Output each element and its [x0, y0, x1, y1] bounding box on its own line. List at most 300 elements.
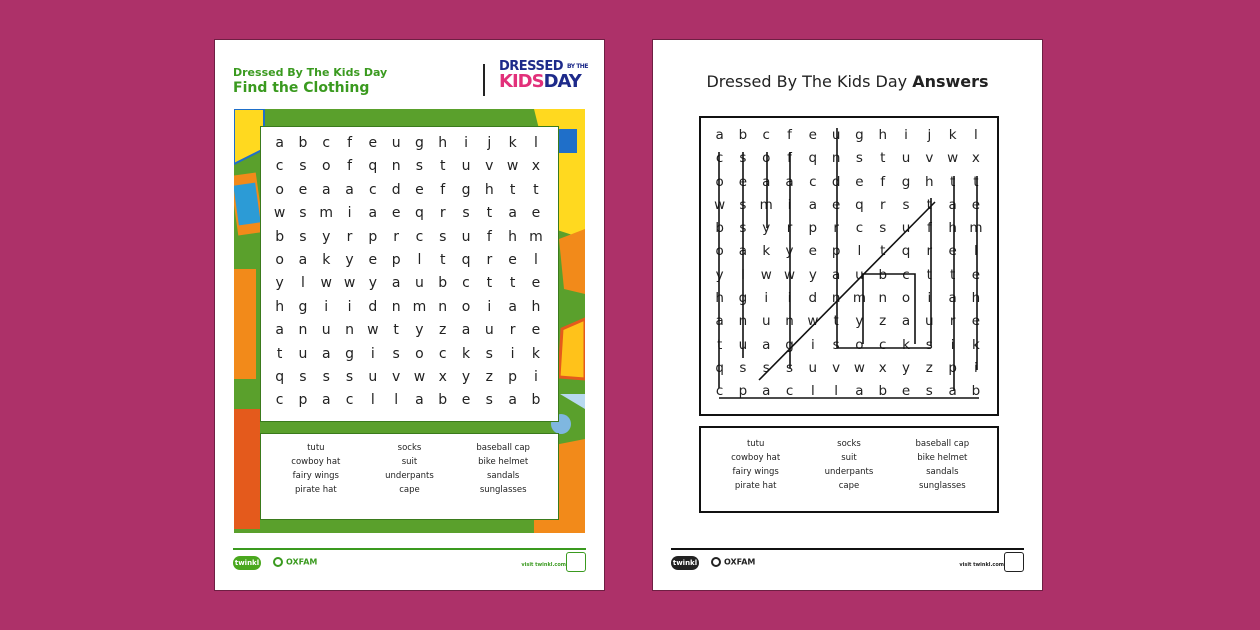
grid-row — [268, 366, 558, 389]
grid-letter: i — [510, 345, 515, 362]
grid-letter: w — [760, 266, 772, 283]
grid-letter: g — [785, 336, 794, 353]
grid-letter: x — [438, 368, 447, 385]
grid-letter: t — [393, 322, 399, 339]
grid-letter: r — [833, 220, 839, 237]
grid-letter: l — [741, 266, 745, 283]
grid-letter: a — [948, 383, 957, 400]
grid-letter: e — [855, 173, 864, 190]
grid-letter: e — [415, 181, 424, 198]
grid-letter: x — [531, 158, 541, 175]
grid-letter: a — [321, 181, 331, 198]
dressed-by-the-kids-day-logo: DRESSED $^{BY THE}$ KIDSDAY — [499, 59, 588, 92]
grid-row — [268, 249, 558, 272]
grid-letter: e — [808, 243, 817, 260]
worksheet-left — [215, 40, 604, 590]
grid-letter: n — [391, 298, 401, 315]
grid-letter: u — [855, 266, 864, 283]
grid-letter: a — [785, 173, 794, 190]
answer-word-list-box — [699, 426, 999, 513]
grid-letter: y — [368, 275, 377, 292]
word-item: sandals — [926, 467, 959, 477]
grid-letter: u — [298, 345, 308, 362]
grid-letter: o — [715, 173, 724, 190]
grid-letter: v — [832, 359, 841, 376]
grid-letter: c — [275, 158, 284, 175]
grid-row — [268, 272, 558, 295]
grid-letter: k — [948, 127, 957, 143]
grid-letter: m — [852, 290, 866, 307]
visit-link[interactable]: visit twinkl.com — [521, 562, 566, 568]
grid-letter: s — [786, 359, 794, 376]
grid-letter: a — [461, 322, 471, 339]
grid-letter: i — [787, 290, 792, 307]
grid-letter: o — [461, 298, 471, 315]
grid-letter: a — [762, 383, 771, 400]
grid-letter: s — [739, 196, 747, 213]
grid-letter: c — [855, 220, 864, 237]
logo-divider — [483, 64, 485, 96]
grid-letter: w — [367, 322, 379, 339]
grid-letter: s — [879, 220, 887, 237]
grid-letter: u — [901, 150, 911, 167]
grid-letter: l — [974, 127, 978, 143]
word-item: cowboy hat — [731, 453, 781, 463]
grid-letter: s — [439, 228, 447, 245]
grid-letter: h — [508, 228, 518, 245]
grid-letter: v — [925, 150, 934, 167]
grid-letter: f — [926, 220, 932, 237]
word-item: tutu — [746, 439, 765, 449]
grid-letter: q — [275, 368, 285, 385]
grid-letter: k — [461, 345, 471, 362]
grid-letter: y — [762, 220, 771, 237]
word-item: tutu — [307, 443, 325, 453]
quality-badge-icon — [1004, 552, 1024, 572]
grid-letter: v — [391, 368, 401, 385]
grid-letter: z — [925, 359, 933, 376]
grid-letter: u — [414, 275, 424, 292]
grid-row — [268, 389, 558, 412]
grid-letter: t — [276, 345, 283, 362]
word-item: cowboy hat — [291, 457, 341, 467]
grid-letter: s — [485, 345, 493, 362]
grid-letter: n — [831, 290, 841, 307]
grid-letter: u — [484, 322, 494, 339]
grid-letter: u — [461, 158, 471, 175]
grid-letter: b — [878, 266, 888, 283]
grid-row — [268, 155, 558, 178]
grid-letter: u — [808, 359, 818, 376]
grid-letter: y — [855, 313, 864, 330]
grid-letter: o — [275, 181, 284, 198]
grid-letter: e — [901, 383, 911, 400]
grid-letter: r — [346, 228, 353, 245]
grid-letter: o — [275, 251, 284, 268]
grid-letter: i — [764, 290, 769, 307]
grid-letter: d — [831, 173, 841, 190]
grid-letter: t — [439, 158, 446, 175]
grid-letter: t — [973, 173, 979, 190]
grid-row — [268, 202, 558, 225]
grid-letter: l — [370, 392, 375, 409]
grid-letter: s — [925, 383, 933, 400]
grid-letter: g — [901, 173, 911, 190]
grid-letter: y — [461, 368, 471, 385]
grid-letter: r — [486, 251, 493, 268]
grid-letter: u — [831, 127, 841, 143]
grid-letter: b — [298, 135, 308, 151]
grid-letter: l — [834, 383, 839, 400]
grid-letter: t — [949, 266, 956, 283]
grid-letter: d — [391, 181, 401, 198]
grid-letter: u — [738, 336, 748, 353]
grid-letter: e — [531, 322, 541, 339]
word-item: bike helmet — [478, 457, 529, 467]
grid-letter: e — [738, 173, 748, 190]
grid-letter: a — [391, 275, 401, 292]
grid-letter: y — [345, 251, 354, 268]
grid-letter: w — [947, 150, 959, 167]
grid-letter: a — [508, 205, 517, 222]
grid-letter: e — [831, 196, 841, 213]
grid-letter: s — [299, 228, 307, 245]
grid-letter: b — [438, 392, 448, 409]
grid-letter: o — [321, 158, 331, 175]
grid-letter: r — [393, 228, 400, 245]
grid-letter: s — [739, 220, 747, 237]
grid-letter: w — [807, 313, 819, 330]
grid-letter: s — [739, 150, 747, 167]
grid-letter: r — [509, 322, 516, 339]
grid-letter: s — [739, 359, 747, 376]
grid-letter: u — [761, 313, 771, 330]
word-item: suit — [841, 453, 857, 463]
grid-letter: t — [926, 196, 932, 213]
grid-letter: i — [533, 368, 538, 385]
grid-letter: k — [902, 336, 910, 353]
grid-letter: c — [762, 127, 770, 143]
grid-letter: o — [901, 290, 911, 307]
grid-letter: l — [974, 243, 978, 260]
grid-letter: c — [368, 181, 377, 198]
grid-letter: w — [784, 266, 796, 283]
grid-letter: h — [438, 135, 448, 151]
grid-letter: q — [855, 196, 864, 213]
grid-letter: q — [715, 359, 724, 376]
grid-letter: r — [786, 220, 793, 237]
grid-letter: g — [461, 181, 471, 198]
grid-letter: t — [509, 181, 516, 198]
grid-letter: m — [759, 196, 773, 213]
grid-letter: s — [299, 205, 307, 222]
grid-letter: e — [298, 181, 308, 198]
word-list — [261, 434, 558, 495]
grid-letter: e — [971, 313, 981, 330]
grid-letter: q — [414, 205, 424, 222]
grid-letter: b — [531, 392, 541, 409]
grid-letter: m — [319, 205, 334, 222]
grid-letter: c — [879, 336, 887, 353]
grid-letter: l — [533, 251, 538, 268]
grid-letter: f — [347, 158, 352, 175]
grid-letter: u — [925, 313, 934, 330]
grid-letter: a — [275, 322, 284, 339]
grid-letter: k — [531, 345, 540, 362]
grid-letter: q — [461, 251, 471, 268]
footer-divider — [233, 548, 586, 550]
grid-letter: p — [391, 251, 401, 268]
grid-letter: i — [370, 345, 375, 362]
grid-letter: f — [486, 228, 492, 245]
grid-letter: j — [927, 127, 932, 143]
grid-letter: a — [901, 313, 911, 330]
grid-letter: e — [391, 205, 401, 222]
grid-letter: u — [368, 368, 378, 385]
grid-letter: y — [808, 266, 817, 283]
grid-letter: p — [831, 243, 841, 260]
grid-letter: k — [762, 243, 771, 260]
answer-lines — [701, 118, 997, 414]
grid-letter: e — [948, 243, 957, 260]
grid-letter: b — [438, 275, 448, 292]
grid-letter: k — [972, 336, 980, 353]
grid-letter: k — [508, 135, 517, 151]
grid-letter: f — [787, 127, 792, 143]
grid-letter: w — [413, 368, 426, 385]
grid-letter: g — [738, 290, 748, 307]
word-item: pirate hat — [295, 485, 337, 495]
grid-letter: u — [321, 322, 331, 339]
grid-letter: h — [531, 298, 541, 315]
grid-letter: c — [785, 383, 794, 400]
grid-row — [268, 343, 558, 366]
grid-letter: i — [347, 298, 352, 315]
word-item: underpants — [385, 471, 434, 481]
grid-letter: r — [926, 243, 933, 260]
grid-letter: z — [439, 322, 447, 339]
grid-letter: c — [809, 173, 817, 190]
grid-letter: a — [715, 127, 724, 143]
grid-letter: t — [880, 150, 886, 167]
grid-letter: a — [415, 392, 424, 409]
grid-letter: s — [855, 150, 863, 167]
worksheet-answers — [653, 40, 1042, 590]
word-item: fairy wings — [732, 467, 779, 477]
grid-letter: e — [461, 392, 471, 409]
grid-letter: t — [717, 336, 723, 353]
grid-letter: w — [273, 205, 286, 222]
grid-letter: i — [904, 127, 908, 143]
grid-letter: p — [738, 383, 748, 400]
grid-letter: i — [487, 298, 492, 315]
grid-letter: u — [391, 135, 401, 151]
answers-title: Dressed By The Kids Day Answers — [706, 72, 989, 91]
grid-letter: p — [368, 228, 378, 245]
grid-letter: w — [714, 196, 726, 213]
grid-letter: i — [974, 359, 978, 376]
grid-letter: n — [831, 150, 841, 167]
grid-letter: h — [878, 127, 887, 143]
word-item: sunglasses — [918, 481, 966, 491]
grid-letter: l — [533, 135, 538, 151]
grid-letter: k — [322, 251, 331, 268]
clothing-illustration-background — [234, 109, 585, 533]
grid-letter: h — [971, 290, 981, 307]
grid-letter: d — [808, 290, 818, 307]
grid-letter: e — [508, 251, 517, 268]
grid-letter: s — [462, 205, 470, 222]
grid-letter: y — [275, 275, 284, 292]
grid-letter: y — [902, 359, 911, 376]
grid-letter: i — [347, 205, 352, 222]
grid-letter: w — [320, 275, 332, 292]
grid-letter: o — [715, 243, 724, 260]
grid-letter: q — [368, 158, 378, 175]
grid-letter: v — [485, 158, 494, 175]
grid-row — [268, 179, 558, 202]
oxfam-logo: OXFAM — [711, 557, 755, 567]
grid-letter: p — [298, 392, 308, 409]
twinkl-logo: twinkl — [233, 556, 261, 570]
grid-letter: g — [345, 345, 354, 362]
grid-letter: n — [345, 322, 354, 339]
grid-letter: s — [299, 158, 307, 175]
grid-letter: a — [831, 266, 841, 283]
grid-letter: t — [949, 173, 956, 190]
grid-letter: t — [833, 313, 839, 330]
grid-letter: o — [415, 345, 424, 362]
grid-letter: t — [509, 275, 516, 292]
grid-letter: s — [762, 359, 770, 376]
grid-letter: s — [925, 336, 933, 353]
grid-letter: t — [439, 251, 446, 268]
grid-letter: a — [345, 181, 354, 198]
grid-letter: b — [715, 220, 724, 237]
grid-letter: a — [738, 243, 748, 260]
grid-letter: z — [879, 313, 887, 330]
grid-letter: r — [949, 313, 956, 330]
grid-letter: g — [298, 298, 308, 315]
word-item: underpants — [824, 467, 874, 477]
grid-letter: c — [275, 392, 284, 409]
grid-letter: l — [301, 275, 305, 292]
oxfam-logo: OXFAM — [273, 557, 317, 567]
grid-letter: z — [485, 368, 493, 385]
grid-letter: e — [531, 275, 541, 292]
word-item: cape — [838, 481, 860, 491]
grid-letter: a — [808, 196, 817, 213]
grid-letter: a — [855, 383, 864, 400]
grid-letter: g — [414, 135, 424, 151]
grid-letter: n — [738, 313, 748, 330]
grid-letter: m — [969, 220, 983, 237]
visit-link[interactable]: visit twinkl.com — [959, 562, 1004, 568]
grid-row — [268, 132, 558, 155]
grid-letter: w — [853, 359, 865, 376]
grid-letter: c — [715, 150, 724, 167]
grid-letter: s — [392, 345, 400, 362]
grid-letter: n — [785, 313, 794, 330]
grid-letter: s — [832, 336, 840, 353]
grid-letter: e — [531, 205, 541, 222]
grid-letter: q — [901, 243, 911, 260]
grid-letter: p — [948, 359, 957, 376]
grid-letter: i — [324, 298, 329, 315]
grid-letter: m — [412, 298, 427, 315]
grid-letter: x — [878, 359, 887, 376]
word-item: bike helmet — [917, 453, 968, 463]
grid-row — [268, 226, 558, 249]
grid-letter: u — [461, 228, 471, 245]
grid-letter: l — [394, 392, 399, 409]
grid-letter: q — [808, 150, 818, 167]
grid-letter: a — [368, 205, 378, 222]
grid-letter: u — [901, 220, 911, 237]
grid-letter: t — [486, 205, 493, 222]
grid-letter: l — [417, 251, 422, 268]
grid-letter: i — [464, 135, 468, 151]
grid-letter: s — [485, 392, 493, 409]
grid-letter: n — [438, 298, 448, 315]
grid-letter: n — [391, 158, 401, 175]
grid-row — [268, 319, 558, 342]
grid-letter: i — [810, 336, 815, 353]
grid-letter: r — [439, 205, 446, 222]
word-item: fairy wings — [292, 471, 339, 481]
grid-letter: e — [808, 127, 817, 143]
grid-letter: w — [506, 158, 519, 175]
word-item: socks — [837, 439, 861, 449]
grid-letter: f — [787, 150, 792, 167]
grid-letter: h — [948, 220, 957, 237]
grid-letter: h — [715, 290, 724, 307]
grid-letter: p — [808, 220, 818, 237]
word-item: suit — [401, 457, 418, 467]
worksheet-subtitle: Dressed By The Kids Day — [233, 66, 388, 79]
grid-letter: s — [299, 368, 307, 385]
grid-letter: t — [926, 266, 932, 283]
grid-letter: c — [415, 228, 424, 245]
word-item: baseball cap — [915, 439, 970, 449]
grid-letter: d — [368, 298, 378, 315]
grid-letter: a — [762, 173, 771, 190]
grid-letter: t — [533, 181, 539, 198]
grid-letter: a — [948, 196, 957, 213]
word-list-box — [260, 433, 559, 520]
grid-letter: h — [925, 173, 934, 190]
grid-letter: w — [343, 275, 356, 292]
grid-letter: l — [810, 383, 815, 400]
grid-letter: e — [971, 196, 981, 213]
grid-letter: o — [762, 150, 771, 167]
grid-letter: c — [462, 275, 470, 292]
grid-letter: a — [508, 298, 517, 315]
grid-letter: f — [440, 181, 446, 198]
worksheet-title: Find the Clothing — [233, 80, 370, 96]
grid-letter: r — [879, 196, 886, 213]
grid-letter: n — [298, 322, 308, 339]
grid-letter: n — [878, 290, 887, 307]
grid-letter: s — [345, 368, 354, 385]
grid-letter: x — [971, 150, 980, 167]
twinkl-logo: twinkl — [671, 556, 699, 570]
grid-letter: a — [321, 392, 331, 409]
grid-letter: a — [508, 392, 517, 409]
grid-letter: i — [927, 290, 932, 307]
grid-letter: b — [878, 383, 888, 400]
answer-word-list — [701, 428, 997, 491]
